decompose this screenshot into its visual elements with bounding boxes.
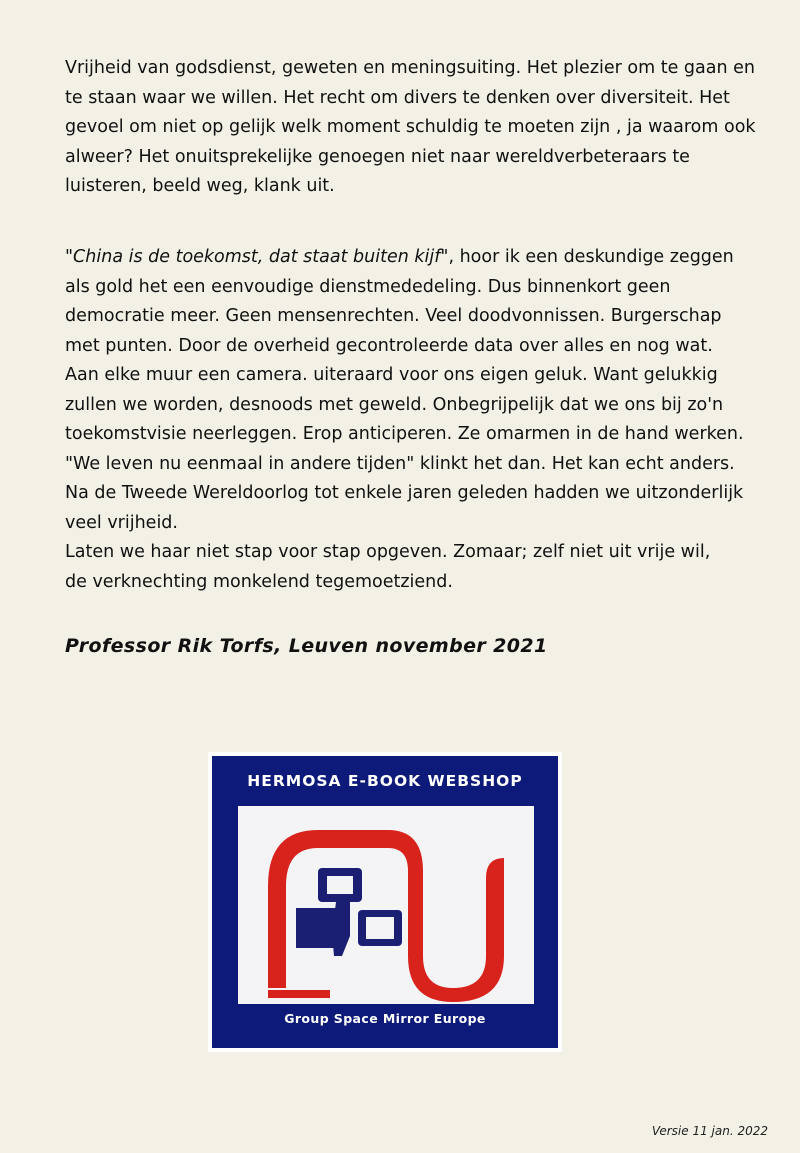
text-line: alweer? Het onuitsprekelijke genoegen niet naar wereldverbeteraars te [65,146,690,167]
text-line: toekomstvisie neerleggen. Erop anticiperen. Ze omarmen in de hand werken. [65,424,744,444]
banner-title: HERMOSA E-BOOK WEBSHOP [247,772,523,790]
text-line: "We leven nu eenmaal in andere tijden" klinkt het dan. Het kan echt anders. [65,453,735,474]
text-line: luisteren, beeld weg, klank uit. [65,176,335,196]
text-line: zullen we worden, desnoods met geweld. Onbegrijpelijk dat we ons bij zo'n [65,394,724,415]
china-paragraph [65,243,785,597]
version-label: Versie 11 jan. 2022 [651,1124,768,1138]
text-line: Vrijheid van godsdienst, geweten en meningsuiting. Het plezier om te gaan en [65,58,755,78]
text-line: Na de Tweede Wereldoorlog tot enkele jaren geleden hadden we uitzonderlijk [65,483,744,503]
text-line: Aan elke muur een camera. uiteraard voor ons eigen geluk. Want gelukkig [65,365,718,385]
text-line: de verknechting monkelend tegemoetziend. [65,571,453,592]
banner-background [212,756,558,1048]
hermosa-webshop-banner[interactable] [208,752,562,1052]
intro-paragraph [65,54,785,202]
text-line [65,243,785,273]
top-box-window [327,876,353,894]
text-line: te staan waar we willen. Het recht om divers te denken over diversiteit. Het [65,87,730,108]
banner-subtitle: Group Space Mirror Europe [284,1011,486,1026]
china-quote: "China is de toekomst, dat staat buiten kijf" [65,247,449,267]
text-line: veel vrijheid. [65,512,178,533]
text-line: Laten we haar niet stap voor stap opgeven. Zomaar; zelf niet uit vrije wil, [65,542,711,562]
text-line: democratie meer. Geen mensenrechten. Veel doodvonnissen. Burgerschap [65,306,722,326]
author-signature: Professor Rik Torfs, Leuven november 2021 [65,635,548,657]
logo-panel [238,806,534,1004]
right-box-window [366,917,394,939]
text-line: gevoel om niet op gelijk welk moment schuldig te moeten zijn , ja waarom ook [65,117,756,137]
quote-continuation: , hoor ik een deskundige zeggen [448,247,734,267]
text-line: als gold het een eenvoudige dienstmededeling. Dus binnenkort geen [65,276,671,297]
hermosa-logo-icon [238,806,534,1004]
text-line: met punten. Door de overheid gecontroleerde data over alles en nog wat. [65,335,713,356]
